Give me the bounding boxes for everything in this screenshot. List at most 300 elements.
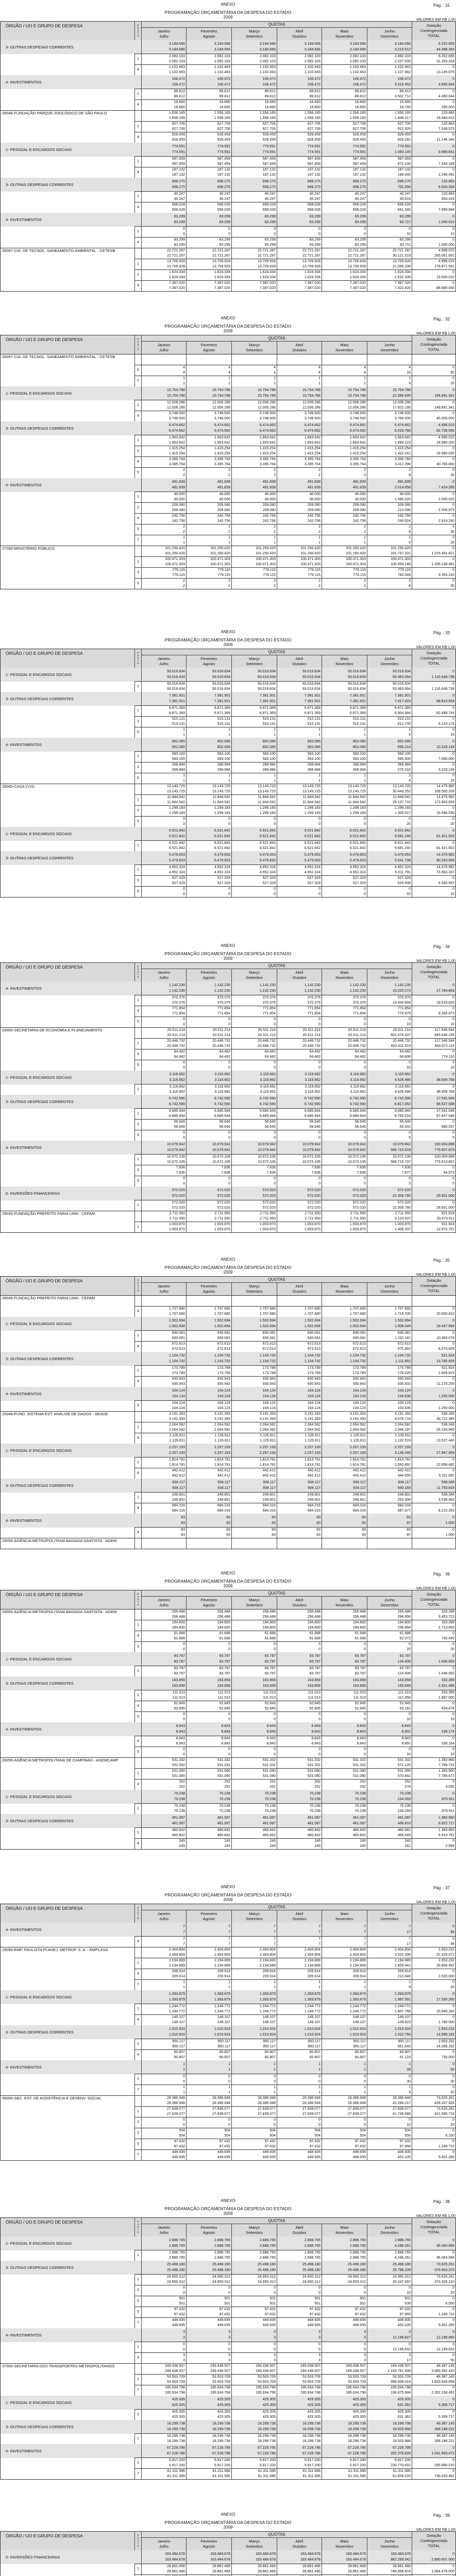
value-month: 4.952.324 4.952.324 — [322, 865, 367, 876]
fonte-row — [1, 365, 456, 376]
value-total: 0 27.967.569 — [412, 1444, 456, 1458]
value-month: 15.754.786 15.754.786 — [142, 386, 187, 400]
value-month: 2 2 — [232, 579, 277, 589]
value-month: 1 1 — [187, 2085, 232, 2096]
blank-label — [1, 1039, 135, 1049]
blank-label — [1, 132, 135, 143]
value-month: 0 0 — [322, 1176, 367, 1187]
value-total: 0 10 — [412, 1017, 456, 1028]
value-month: 6.474.662 6.518.768 — [367, 421, 412, 435]
value-total: 2.653.232 14.266.162 — [412, 2039, 456, 2050]
fonte-row — [1, 1503, 456, 1514]
value-month: 18.299.738 18.299.738 — [232, 2434, 277, 2445]
fonte-code: 5 — [135, 1642, 142, 1653]
value-month: 8.843 8.891 — [367, 1736, 412, 1747]
value-total: 0 200.000 — [412, 100, 456, 111]
blank-label — [1, 192, 135, 202]
value-month: 163.484.678 163.484.678 — [187, 2550, 232, 2564]
value-total: 17.541.646 98.527.588 — [412, 1095, 456, 1109]
value-total: 0 28.601.000 — [412, 1187, 456, 1200]
value-total: 333.399 2.301.486 — [412, 1676, 456, 1690]
value-month: 6.871.369 6.871.369 — [277, 706, 322, 717]
blank-label — [1, 1701, 135, 1712]
value-month: 0 0 — [232, 2074, 277, 2085]
value-month: 449.935 452.105 — [367, 2150, 412, 2161]
fonte-row — [1, 2353, 456, 2364]
value-month: 1.142.230 1.142.230 — [142, 981, 187, 995]
value-month: 1.102.463 1.102.463 — [322, 65, 367, 76]
anexo-heading: ANEXO — [221, 2, 235, 7]
blank-label — [1, 2150, 135, 2161]
value-month: 0 0 — [187, 1642, 232, 1653]
fonte-row — [1, 524, 456, 535]
value-month: 20.511.214 20.511.214 — [142, 1028, 187, 1039]
value-month: 0 0 — [142, 1642, 187, 1653]
value-month: 1.707.680 1.707.680 — [322, 1307, 367, 1317]
value-month: 3.748.500 3.748.500 — [142, 411, 187, 422]
value-month: 163.858 165.649 — [367, 1676, 412, 1690]
group-row — [1, 2025, 456, 2039]
blank-label — [1, 1176, 135, 1187]
fonte-row — [1, 2385, 456, 2396]
value-month: 1.010.924 1.010.924 — [232, 2025, 277, 2039]
value-month: 1.814.781 1.814.781 — [142, 1458, 187, 1468]
fonte-row — [1, 2285, 456, 2296]
value-month: 256.488 256.488 — [142, 1609, 187, 1620]
value-month: 22.721.287 22.721.287 — [187, 248, 232, 259]
value-month: 3.191.393 3.191.393 — [322, 1412, 367, 1422]
value-month: 1.624.334 1.624.334 — [142, 270, 187, 281]
value-month: 83.787 83.787 — [232, 1652, 277, 1666]
blank-label — [1, 259, 135, 270]
fonte-code: 7 — [135, 2318, 142, 2329]
value-month: 61.688 61.688 — [322, 1631, 367, 1642]
header-orgao: ÓRGÃO / UO E GRUPO DE DESPESA — [1, 963, 135, 982]
value-month: 3 3 — [232, 2353, 277, 2364]
value-month: 774.591 774.591 — [187, 143, 232, 157]
fonte-code: 2 — [135, 503, 142, 514]
blank-label — [1, 1006, 135, 1017]
value-total: 333.399 3.453.723 — [412, 1609, 456, 1620]
fonte-row — [1, 579, 456, 589]
value-month: 3 3 — [322, 2353, 367, 2364]
value-month: 3.748.500 3.766.500 — [367, 411, 412, 422]
fonte-row — [1, 1712, 456, 1723]
value-month: 2.888.765 4.288.261 — [367, 2250, 412, 2261]
fonte-row — [1, 995, 456, 1006]
fonte-code: 1 — [135, 1200, 142, 1211]
fonte-code: 2 — [135, 270, 142, 281]
value-month: 252 252 — [142, 1780, 187, 1790]
value-month: 1.104.732 1.104.732 — [142, 1352, 187, 1366]
value-month: 18.299.738 18.299.738 — [322, 2434, 367, 2445]
fonte-row — [1, 1690, 456, 1701]
blank-label — [1, 1620, 135, 1631]
value-month: 572.020 572.020 — [322, 1187, 367, 1200]
value-month: 6.685.944 6.685.944 — [322, 1109, 367, 1120]
header-quotas: QUOTAS — [142, 1904, 412, 1910]
value-month: 852.085 852.085 — [277, 738, 322, 752]
header-month-4: Maio Novembro — [322, 1283, 367, 1296]
value-month: 8.843 8.843 — [232, 1736, 277, 1747]
value-total: 521.924 2.609.623 — [412, 1366, 456, 1377]
header-dotacao: Dotação Contingenciada TOTAL — [412, 1590, 456, 1609]
fonte-row — [1, 1120, 456, 1130]
value-month — [232, 1538, 277, 1549]
blank-label — [1, 1839, 135, 1850]
value-month: 2 2 — [187, 579, 232, 589]
value-month: 0 10 — [367, 2117, 412, 2128]
value-month: 0 0 — [232, 2285, 277, 2296]
value-month: 67.228.786 292.376.826 — [367, 2444, 412, 2458]
value-month: 504 504 — [232, 2128, 277, 2139]
fonte-code: 7 — [135, 2085, 142, 2096]
value-total: 0 3.229.134 — [412, 762, 456, 773]
value-month: 18.299.738 18.299.738 — [277, 2434, 322, 2445]
budget-table — [0, 962, 456, 1233]
value-month: 22.721.287 22.721.287 — [232, 248, 277, 259]
value-total: 0 2.352.158.462 — [412, 2385, 456, 2396]
value-month: 1.624.334 1.632.336 — [367, 270, 412, 281]
value-month: 1.010.924 1.022.766 — [367, 2025, 412, 2039]
blank-label — [1, 717, 135, 727]
fonte-code: 1 — [135, 1155, 142, 1165]
anexo-heading: ANEXO — [221, 943, 235, 948]
value-month: 16.660 16.660 — [142, 100, 187, 111]
value-month: 70.238 70.238 — [232, 1790, 277, 1804]
value-month: 0 0 — [187, 1747, 232, 1758]
unit-row — [1, 2096, 456, 2107]
value-month: 173.789 173.789 — [187, 1366, 232, 1377]
value-total: 1.383.960 6.919.761 — [412, 1828, 456, 1839]
value-month: 0 0 — [142, 1176, 187, 1187]
group-name: 1- PESSOAL E ENCARGOS SOCIAIS — [1, 143, 142, 157]
value-total: 0 30 — [412, 468, 456, 479]
fonte-code: 5 — [135, 1176, 142, 1187]
value-month: 1.126.811 1.126.811 — [322, 1433, 367, 1444]
value-month: 0 0 — [277, 2117, 322, 2128]
value-total: 521.924 33.473.511 — [412, 1211, 456, 1222]
fonte-code: 4 — [135, 1342, 142, 1352]
value-month: 449.935 449.935 — [232, 2150, 277, 2161]
fonte-row — [1, 1366, 456, 1377]
value-month — [187, 1538, 232, 1549]
fonte-code: 1 — [135, 706, 142, 717]
value-month: 12.006.286 12.006.286 — [277, 400, 322, 411]
group-row — [1, 2444, 456, 2458]
report-title: PROGRAMAÇÃO ORÇAMENTÁRIA DA DESPESA DO ESTADO — [164, 10, 292, 15]
report-title: PROGRAMAÇÃO ORÇAMENTÁRIA DA DESPESA DO ESTADO — [164, 637, 292, 642]
value-month: 1.415.254 1.415.254 — [277, 446, 322, 457]
value-month: 8.843 8.843 — [187, 1722, 232, 1736]
value-total: 0 1.215.491.821 — [412, 546, 456, 557]
group-name: 4- INVESTIMENTOS — [1, 1923, 142, 1937]
header-dotacao: Dotação Contingenciada TOTAL — [412, 22, 456, 41]
fonte-row — [1, 1049, 456, 1060]
value-month: 1.126.811 1.132.519 — [367, 1433, 412, 1444]
blank-label — [1, 1747, 135, 1758]
value-total: 0 2.956 — [412, 1839, 456, 1850]
value-month: 3.116.662 3.116.662 — [187, 1084, 232, 1095]
group-name: 1- PESSOAL E ENCARGOS SOCIAIS — [1, 827, 142, 841]
value-month: 934.117 934.117 — [232, 1479, 277, 1493]
value-month: 83.787 83.787 — [142, 1666, 187, 1677]
value-month: 97.432 97.432 — [142, 2307, 187, 2318]
value-month: 11.844.542 11.844.542 — [142, 795, 187, 806]
value-month: 425.305 425.305 — [232, 2396, 277, 2410]
value-month: 111.013 111.013 — [187, 1690, 232, 1701]
value-month: 2.194.889 2.194.889 — [277, 1958, 322, 1969]
unit-row — [1, 2364, 456, 2375]
fonte-row — [1, 1642, 456, 1653]
value-month: 572.020 22.308.780 — [367, 1187, 412, 1200]
value-month: 209.914 209.914 — [232, 1969, 277, 1980]
value-month: 1.556.165 1.556.165 — [277, 111, 322, 122]
fonte-code: 1 — [135, 1690, 142, 1701]
page-number: Pág. : 37 — [433, 1886, 450, 1890]
blank-label — [1, 1130, 135, 1141]
blank-label — [1, 806, 135, 817]
value-total: 117.546.544 944.872.115 — [412, 1039, 456, 1049]
value-month: 104.124 104.124 — [232, 1387, 277, 1401]
fonte-row — [1, 1969, 456, 1980]
group-row — [1, 1790, 456, 1804]
value-month: 2 2 — [187, 524, 232, 535]
value-total: 0 1.000.010 — [412, 213, 456, 227]
value-month: 370.376 370.376 — [232, 995, 277, 1006]
value-total: 0 7.334.149 — [412, 157, 456, 167]
value-month: 3.191.393 4.078.716 — [367, 1412, 412, 1422]
value-month: 40.000 40.000 — [187, 492, 232, 503]
value-month: 1.104.732 1.104.732 — [277, 1352, 322, 1366]
value-month: 83 87 — [367, 1514, 412, 1528]
value-month: 249.801 249.801 — [277, 1493, 322, 1503]
fonte-row — [1, 1200, 456, 1211]
value-total: 0 8.215.353 — [412, 1503, 456, 1514]
value-month: 6.521.842 6.521.842 — [277, 827, 322, 841]
value-month: 950.117 950.117 — [277, 2039, 322, 2050]
value-total: 0 6.124.176 — [412, 717, 456, 727]
value-month: 449.935 449.935 — [277, 2318, 322, 2329]
value-month: 0 30 — [367, 2074, 412, 2085]
value-month: 40.000 40.000 — [277, 492, 322, 503]
value-month: 18.299.738 18.503.968 — [367, 2420, 412, 2434]
value-month: 510.131 510.131 — [142, 717, 187, 727]
fonte-code: 7 — [135, 1980, 142, 1991]
group-name: 1- PESSOAL E ENCARGOS SOCIAIS — [1, 1652, 142, 1666]
value-month: 3 12.199.827 — [367, 2328, 412, 2342]
value-month: 195.934.798 196.875.684 — [367, 2385, 412, 2396]
header-month-3: Abril Outubro — [277, 969, 322, 982]
fonte-row — [1, 1701, 456, 1712]
currency-note: VALORES EM R$ 1,00 — [416, 17, 455, 22]
fonte-row — [1, 2107, 456, 2117]
value-month: 501 539 — [367, 2296, 412, 2307]
value-month: 501 501 — [142, 2296, 187, 2307]
value-month: 24.950.312 24.950.312 — [232, 2275, 277, 2285]
page — [0, 1255, 456, 1569]
value-total: 0 60 — [412, 365, 456, 376]
value-total: 0 15 — [412, 727, 456, 738]
value-month: 60.807 60.807 — [322, 2050, 367, 2061]
header-month-0: Janeiro Julho — [142, 342, 187, 354]
value-month: 1.244.772 1.244.772 — [322, 2004, 367, 2015]
value-month: 61.688 61.688 — [187, 1631, 232, 1642]
value-month: 6.521.842 6.521.842 — [232, 841, 277, 852]
fonte-code: 3 — [135, 876, 142, 887]
value-total: 0 38.909.768 — [412, 1071, 456, 1084]
blank-label — [1, 122, 135, 132]
fonte-row — [1, 1084, 456, 1095]
report-year: 2009 — [223, 642, 233, 647]
group-name: 3- OUTRAS DESPESAS CORRENTES — [1, 1352, 142, 1366]
fonte-row — [1, 2015, 456, 2026]
header-orgao: ÓRGÃO / UO E GRUPO DE DESPESA — [1, 2532, 135, 2551]
value-month: 245 245 — [322, 1839, 367, 1850]
value-month: 1.142.230 1.142.230 — [187, 981, 232, 995]
value-total: 14.475.982 189.500.209 — [412, 784, 456, 795]
header-month-5: Junho Dezembro — [367, 655, 412, 668]
value-month: 104.124 104.124 — [187, 1387, 232, 1401]
value-month: 461.087 461.087 — [232, 1814, 277, 1828]
value-month: 13.143.725 13.143.725 — [232, 784, 277, 795]
value-month: 52.845 52.845 — [322, 1701, 367, 1712]
value-month: 22.721.287 22.721.287 — [142, 248, 187, 259]
value-month: 0 0 — [142, 2342, 187, 2353]
value-month: 2 2 — [142, 468, 187, 479]
value-month: 11.844.542 11.844.542 — [277, 795, 322, 806]
fonte-row — [1, 1736, 456, 1747]
value-month: 6.474.662 6.474.662 — [232, 421, 277, 435]
fonte-row — [1, 1458, 456, 1468]
value-total: 0 6.330.557 — [412, 876, 456, 887]
blank-label — [1, 773, 135, 784]
fonte-code: 3 — [135, 806, 142, 817]
value-month: 209.914 209.914 — [322, 1969, 367, 1980]
value-month: 20.446.732 20.446.732 — [232, 1039, 277, 1049]
value-total: 2.653.232 32.326.472 — [412, 1947, 456, 1958]
fonte-code: 5 — [135, 365, 142, 376]
value-month: 1.126.811 1.126.811 — [187, 1433, 232, 1444]
value-month: 449.935 449.935 — [322, 2150, 367, 2161]
group-row — [1, 2328, 456, 2342]
group-name: 3- OUTRAS DESPESAS CORRENTES — [1, 1095, 142, 1109]
value-month: 442.412 444.555 — [367, 1468, 412, 1479]
blank-label — [1, 1222, 135, 1233]
fonte-row — [1, 1780, 456, 1790]
value-total: 0 5.401.390 — [412, 2318, 456, 2329]
fonte-row — [1, 1155, 456, 1165]
header-month-2: Março Setembro — [232, 655, 277, 668]
group-row — [1, 1514, 456, 1528]
value-month: 2.257.193 2.257.193 — [142, 1444, 187, 1458]
value-month: 572.020 22.308.780 — [367, 1200, 412, 1211]
value-month: 242.756 242.756 — [232, 514, 277, 524]
value-month: 104.124 104.636 — [367, 1387, 412, 1401]
value-month: 209.080 209.080 — [277, 503, 322, 514]
fonte-code — [135, 1538, 142, 1549]
blank-label — [1, 1120, 135, 1130]
value-month: 20.511.214 20.511.214 — [187, 1028, 232, 1039]
value-month: 830.081 830.081 — [322, 1331, 367, 1342]
value-month: 449.935 449.935 — [142, 2150, 187, 2161]
value-month: 370.376 370.376 — [322, 995, 367, 1006]
value-total: 4.996.015 285.051.691 — [412, 248, 456, 259]
fonte-code: 1 — [135, 1084, 142, 1095]
value-month: 28.386.948 28.386.948 — [187, 2096, 232, 2107]
value-month: 0 10 — [367, 2285, 412, 2296]
value-month: 28.861.466 28.861.466 — [142, 2564, 187, 2575]
value-month: 163.858 163.858 — [142, 1676, 187, 1690]
value-month: 163.484.678 163.484.678 — [142, 2550, 187, 2564]
report-title: PROGRAMAÇÃO ORÇAMENTÁRIA DA DESPESA DO ESTADO — [164, 1579, 292, 1584]
value-total: 0 1.116.648.738 — [412, 668, 456, 682]
value-month: 11.844.542 11.844.542 — [322, 795, 367, 806]
value-month: 627.706 627.706 — [142, 122, 187, 132]
fonte-row — [1, 238, 456, 248]
fonte-row — [1, 281, 456, 292]
fonte-code: 1 — [135, 795, 142, 806]
fonte-code: 1 — [135, 1620, 142, 1631]
header-dotacao: Dotação Contingenciada TOTAL — [412, 963, 456, 982]
value-total: 0 13.235.075 — [412, 65, 456, 76]
unit-name: 29000-SECRETARIA DE ECONOMIA E PLANEJAMENTO — [1, 1028, 135, 1039]
value-month: 934.117 934.117 — [187, 1479, 232, 1493]
blank-label — [1, 2004, 135, 2015]
value-month: 64.482 64.482 — [142, 1049, 187, 1060]
value-month: 6.521.842 6.521.842 — [322, 841, 367, 852]
value-month: 53.503.709 996.906.014 — [367, 2375, 412, 2385]
report-year: 2009 — [223, 1270, 233, 1275]
value-month: 70.238 70.238 — [277, 1790, 322, 1804]
value-total: 48.387.145 268.188.231 — [412, 2434, 456, 2445]
value-month: 2.082.103 2.082.103 — [232, 54, 277, 65]
value-month: 249.438.507 249.438.507 — [232, 2364, 277, 2375]
group-row — [1, 2261, 456, 2275]
value-month: 658.028 661.540 — [367, 202, 412, 213]
value-month: 0 0 — [142, 1130, 187, 1141]
report-title: PROGRAMAÇÃO ORÇAMENTÁRIA DA DESPESA DO ESTADO — [164, 1265, 292, 1270]
unit-name: 37000-SECRETARIA DOS TRANSPORTES METROPOLITANOS — [1, 2364, 135, 2375]
blank-label — [1, 100, 135, 111]
blank-label — [1, 1307, 135, 1317]
value-month: 1 1 — [232, 773, 277, 784]
value-month: 572.020 572.020 — [187, 1187, 232, 1200]
page — [0, 1569, 456, 1883]
header-month-5: Junho Dezembro — [367, 342, 412, 354]
value-month: 40.247 40.247 — [277, 192, 322, 202]
fonte-code — [135, 111, 142, 122]
value-month: 672.613 672.613 — [187, 1342, 232, 1352]
value-month: 460.842 460.842 — [142, 1828, 187, 1839]
value-month: 0 0 — [232, 1712, 277, 1723]
value-total: 0 17.330.260 — [412, 1990, 456, 2004]
fonte-row — [1, 1222, 456, 1233]
value-month: 7.387.020 7.387.020 — [142, 281, 187, 292]
value-month: 104.124 104.124 — [277, 1401, 322, 1412]
value-month: 64.482 64.482 — [322, 1049, 367, 1060]
value-month: 7.836 7.836 — [232, 1165, 277, 1176]
group-name: 1- PESSOAL E ENCARGOS SOCIAIS — [1, 668, 142, 682]
group-row — [1, 1814, 456, 1828]
fonte-row — [1, 192, 456, 202]
budget-table — [0, 1590, 456, 1850]
value-month: 1 1 — [187, 535, 232, 546]
value-month: 10.079.942 568.723.619 — [367, 1141, 412, 1155]
blank-label — [1, 795, 135, 806]
value-month: 7.381.501 7.381.501 — [277, 692, 322, 706]
value-total: 0 36.064.696 — [412, 2250, 456, 2261]
